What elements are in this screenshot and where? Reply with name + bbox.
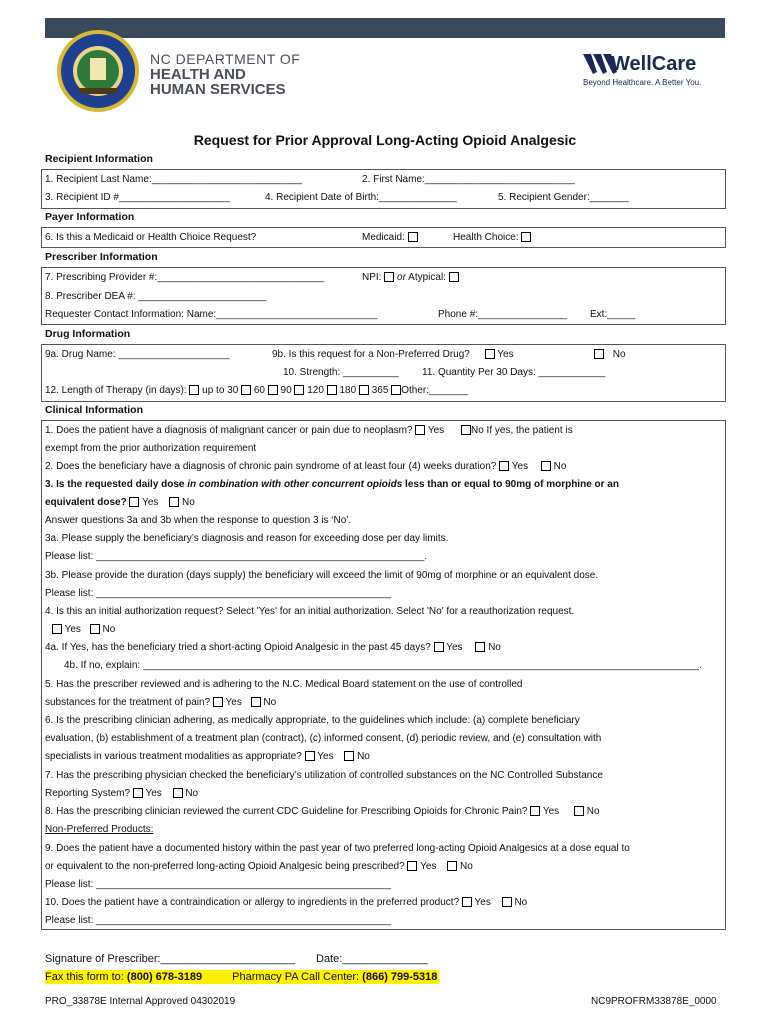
q9-list[interactable]: Please list: _____________________________________________________ [45,879,391,890]
q6-text: specialists in various treatment modalities as appropriate? [45,751,302,762]
fax-number: (800) 678-3189 [126,971,203,983]
recipient-dob[interactable]: 4. Recipient Date of Birth:______________ [265,192,457,203]
therapy-120-label: 120 [307,385,324,396]
q8-no-label: No [586,806,600,817]
therapy-other-checkbox[interactable] [391,385,401,395]
q5-no-checkbox[interactable] [251,697,261,707]
npi-label: NPI: [362,272,382,283]
clinical-q1 [45,425,573,437]
recipient-first-name[interactable]: 2. First Name:___________________________ [362,174,575,185]
q5-no-label: No [263,697,277,708]
non-preferred-no [594,349,626,361]
q4a-yes-label: Yes [446,642,463,653]
q3a-list[interactable]: Please list: ___________________________________________________________. [45,551,428,562]
therapy-30-label: up to 30 [202,385,239,396]
q10-list[interactable]: Please list: _____________________________________________________ [45,915,391,926]
q4-options [52,624,115,636]
therapy-180-checkbox[interactable] [327,385,337,395]
q9-yes-label: Yes [420,861,437,872]
fax-label: Fax this form to: [45,971,127,983]
therapy-other-label[interactable]: Other:_______ [401,385,468,396]
drug-quantity[interactable]: 11. Quantity Per 30 Days: ____________ [422,367,606,378]
health-choice-option [453,232,531,244]
non-preferred-label: 9b. Is this request for a Non-Preferred Drug? [272,349,470,360]
clinical-q5: 5. Has the prescriber reviewed and is adhering to the N.C. Medical Board statement on the use of controlled [45,679,523,690]
therapy-365-label: 365 [371,385,389,396]
non-preferred-yes-checkbox[interactable] [485,349,495,359]
drug-name[interactable]: 9a. Drug Name: ____________________ [45,349,230,360]
clinical-q8 [45,806,600,818]
q4a-text: 4a. If Yes, has the beneficiary tried a short-acting Opioid Analgesic in the past 45 days? [45,642,431,653]
prescriber-dea[interactable]: 8. Prescriber DEA #: _______________________ [45,291,267,302]
q10-yes-checkbox[interactable] [462,897,472,907]
therapy-365-checkbox[interactable] [359,385,369,395]
q4b-explain[interactable]: 4b. If no, explain: ____________________________________________________________________________________________________. [64,660,702,671]
non-preferred-no-label: No [612,349,626,360]
pharmacy-label: Pharmacy PA Call Center: [232,971,363,983]
therapy-180-label: 180 [339,385,357,396]
non-preferred-question [272,349,514,361]
fax-contact-highlight [45,970,439,984]
q3-no-label: No [181,497,195,508]
clinical-q3-cont [45,497,195,509]
health-choice-checkbox[interactable] [521,232,531,242]
q10-yes-label: Yes [474,897,491,908]
q1-no-label: No [470,425,484,436]
therapy-120-checkbox[interactable] [294,385,304,395]
recipient-heading: Recipient Information [45,153,153,165]
clinical-q9: 9. Does the patient have a documented history within the past year of two preferred long-acting Opioid Analgesics at a dose equal to [45,843,630,854]
non-preferred-no-checkbox[interactable] [594,349,604,359]
q10-no-checkbox[interactable] [502,897,512,907]
q3-yes-checkbox[interactable] [129,497,139,507]
length-of-therapy [45,385,468,397]
q4a-no-checkbox[interactable] [475,642,485,652]
date-field[interactable]: Date:______________ [316,953,428,965]
q4-yes-checkbox[interactable] [52,624,62,634]
q5-yes-label: Yes [225,697,242,708]
q3-text-c: less than or equal to 90mg of morphine or an [402,479,619,490]
q7-text: Reporting System? [45,788,131,799]
q3-yes-label: Yes [142,497,159,508]
recipient-last-name[interactable]: 1. Recipient Last Name:___________________________ [45,174,302,185]
clinical-q6-cont2 [45,751,370,763]
requester-contact-name[interactable]: Requester Contact Information: Name:_____________________________ [45,309,378,320]
q9-no-label: No [459,861,473,872]
q8-no-checkbox[interactable] [574,806,584,816]
therapy-30-checkbox[interactable] [189,385,199,395]
q9-yes-checkbox[interactable] [407,861,417,871]
q5-text: substances for the treatment of pain? [45,697,211,708]
q6-no-label: No [357,751,370,762]
q7-yes-checkbox[interactable] [133,788,143,798]
agency-name [150,52,300,97]
therapy-90-checkbox[interactable] [268,385,278,395]
form-code-right: NC9PROFRM33878E_0000 [591,996,717,1007]
q2-no-label: No [553,461,567,472]
health-choice-label: Health Choice: [453,232,519,243]
clinical-q1-cont: exempt from the prior authorization requirement [45,443,257,454]
form-code-left: PRO_33878E Internal Approved 04302019 [45,996,236,1007]
q3-no-checkbox[interactable] [169,497,179,507]
clinical-q2-text: 2. Does the beneficiary have a diagnosis of chronic pain syndrome of at least four (4) weeks duration? [45,461,497,472]
clinical-q7: 7. Has the prescribing physician checked the beneficiary’s utilization of controlled substances on the NC Controlled Substance [45,770,603,781]
form-title: Request for Prior Approval Long-Acting Opioid Analgesic [193,132,577,148]
q7-no-label: No [185,788,199,799]
q4-yes-label: Yes [64,624,81,635]
clinical-q6: 6. Is the prescribing clinician adhering, as medically appropriate, to the guidelines which include: (a) complete beneficiary [45,715,580,726]
clinical-q7-cont [45,788,198,800]
q4a-yes-checkbox[interactable] [434,642,444,652]
recipient-id[interactable]: 3. Recipient ID #____________________ [45,192,231,203]
q6-yes-checkbox[interactable] [305,751,315,761]
q10-text: 10. Does the patient have a contraindication or allergy to ingredients in the preferred product? [45,897,460,908]
q4a-no-label: No [488,642,501,653]
therapy-90-label: 90 [280,385,292,396]
q3b-text: 3b. Please provide the duration (days supply) the beneficiary will exceed the limit of 90mg of morphine or an equivalent dose. [45,570,599,581]
signature-field[interactable]: Signature of Prescriber:______________________ [45,953,296,965]
non-preferred-products-heading: Non-Preferred Products: [45,824,154,835]
clinical-q9-cont [45,861,473,873]
npi-checkbox[interactable] [384,272,394,282]
q3a-text: 3a. Please supply the beneficiary’s diagnosis and reason for exceeding dose per day limits. [45,533,449,544]
clinical-q1-text: 1. Does the patient have a diagnosis of malignant cancer or pain due to neoplasm? [45,425,413,436]
q3-note: Answer questions 3a and 3b when the response to question 3 is ‘No’. [45,515,352,526]
header-bar [45,18,725,38]
q3-text-a: 3. Is the requested daily dose [45,479,188,490]
npi-option [362,272,459,284]
q4-no-checkbox[interactable] [90,624,100,634]
q7-yes-label: Yes [145,788,162,799]
q8-yes-checkbox[interactable] [530,806,540,816]
clinical-q6-cont: evaluation, (b) establishment of a treatment plan (contract), (c) informed consent, (d) periodic review, and (e) consultation with [45,733,602,744]
q3-text-d: equivalent dose? [45,497,127,508]
atypical-checkbox[interactable] [449,272,459,282]
q10-no-label: No [514,897,528,908]
clinical-q3 [45,479,619,491]
wellcare-tagline: Beyond Healthcare. A Better You. [583,78,702,87]
nc-state-seal-icon [55,28,141,114]
q5-yes-checkbox[interactable] [213,697,223,707]
wellcare-logo [583,52,701,87]
q1-no-checkbox[interactable] [461,425,471,435]
medicaid-option [362,232,418,244]
therapy-60-label: 60 [253,385,265,396]
q3b-list[interactable]: Please list: _____________________________________________________ [45,588,391,599]
requester-ext[interactable]: Ext:_____ [590,309,636,320]
q2-yes-label: Yes [511,461,529,472]
q4-no-label: No [102,624,116,635]
recipient-gender[interactable]: 5. Recipient Gender:_______ [498,192,629,203]
length-of-therapy-label: 12. Length of Therapy (in days): [45,385,187,396]
therapy-60-checkbox[interactable] [241,385,251,395]
q8-text: 8. Has the prescribing clinician reviewed the current CDC Guideline for Prescribing Opioids for Chronic Pain? [45,806,528,817]
q2-yes-checkbox[interactable] [499,461,509,471]
q6-yes-label: Yes [317,751,334,762]
clinical-q4a [45,642,501,654]
clinical-q5-cont [45,697,276,709]
pharmacy-number: (866) 799-5318 [362,971,438,983]
payer-heading: Payer Information [45,211,135,223]
wellcare-brand: WellCare [611,52,697,75]
drug-heading: Drug Information [45,328,131,340]
q6-no-checkbox[interactable] [344,751,354,761]
atypical-label: Atypical: [408,272,446,283]
q8-yes-label: Yes [542,806,560,817]
drug-strength[interactable]: 10. Strength: __________ [283,367,399,378]
payer-question: 6. Is this a Medicaid or Health Choice Request? [45,232,257,243]
prescriber-heading: Prescriber Information [45,251,158,263]
agency-line1: NC DEPARTMENT OF [150,51,301,67]
clinical-heading: Clinical Information [45,404,144,416]
q7-no-checkbox[interactable] [173,788,183,798]
q3-text-b: in combination with other concurrent opioids [187,479,403,490]
q1-tail: If yes, the patient is [486,425,573,436]
q2-no-checkbox[interactable] [541,461,551,471]
medicaid-checkbox[interactable] [408,232,418,242]
q1-yes-label: Yes [427,425,445,436]
q9-text: or equivalent to the non-preferred long-acting Opioid Analgesic being prescribed? [45,861,405,872]
medicaid-label: Medicaid: [362,232,405,243]
or-label: or [397,272,406,283]
q9-no-checkbox[interactable] [447,861,457,871]
clinical-q2 [45,461,566,473]
requester-phone[interactable]: Phone #:________________ [438,309,568,320]
q1-yes-checkbox[interactable] [415,425,425,435]
non-preferred-yes-label: Yes [497,349,514,360]
clinical-q4: 4. Is this an initial authorization request? Select 'Yes' for an initial authorization. Select 'No' for a reauthorization request. [45,606,575,617]
agency-line2: HEALTH AND [150,66,246,83]
agency-line3: HUMAN SERVICES [150,81,286,98]
clinical-q10 [45,897,527,909]
prescribing-provider[interactable]: 7. Prescribing Provider #:______________________________ [45,272,325,283]
